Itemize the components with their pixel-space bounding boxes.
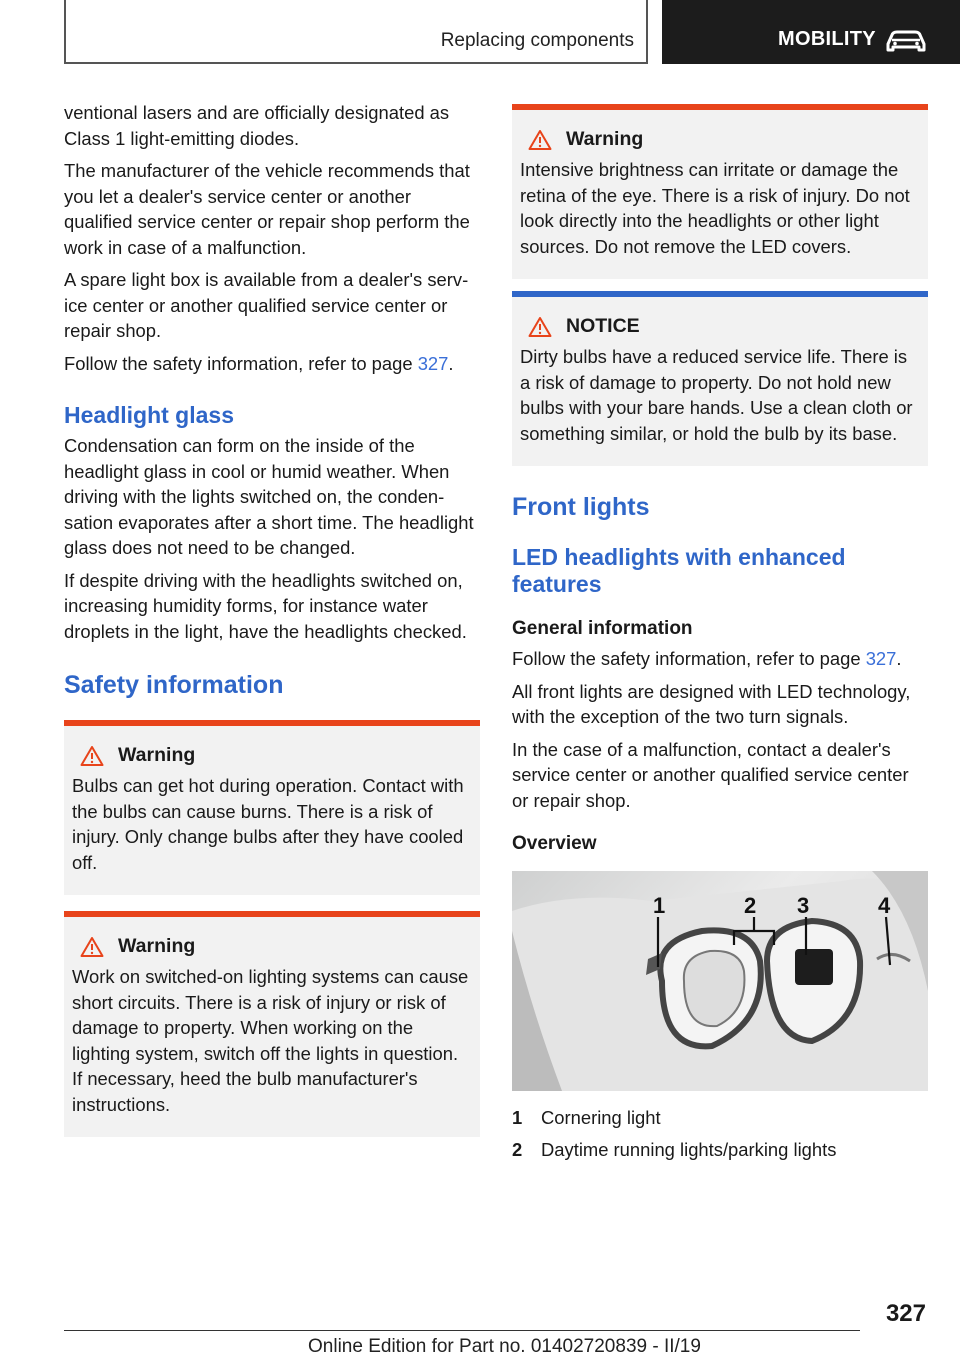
header-chapter-title: MOBILITY bbox=[778, 28, 876, 50]
image-callout-3: 3 bbox=[797, 893, 810, 918]
edition-note: Online Edition for Part no. 01402720839 - II/19 bbox=[308, 1336, 701, 1357]
paragraph bbox=[512, 646, 928, 672]
overview-heading: Overview bbox=[512, 833, 597, 854]
warning-box bbox=[64, 720, 480, 895]
page-number: 327 bbox=[885, 1300, 926, 1327]
warning-title: Warning bbox=[118, 935, 196, 957]
warning-title: Warning bbox=[118, 744, 196, 766]
warning-triangle-icon bbox=[80, 936, 104, 958]
paragraph: The manufacturer of the vehicle recommends that you let a dealer's service center or another qualified service center or repair shop perform the work in case of a malfunction. bbox=[64, 160, 470, 258]
right-column bbox=[512, 104, 928, 1169]
warning-text: Intensive brightness can irritate or damage the retina of the eye. There is a risk of injury. Do not look directly into the headlights or other light sources. Do not remove the LED covers. bbox=[520, 159, 910, 257]
paragraph: All front lights are designed with LED technology, with the exception of the two turn signals. bbox=[512, 680, 911, 727]
paragraph: Condensation can form on the inside of the headlight glass in cool or humid weather. When driving with the lights switched on, the condensation evaporates after a short time. The headlight glass does not need to be changed. bbox=[64, 435, 474, 558]
warning-text: Work on switched-on lighting systems can cause short circuits. There is a risk of injury or risk of damage to property. When working on the lighting system, switch off the lights in question. If necessary, heed the bulb manufacturer's instructions. bbox=[72, 966, 469, 1115]
warning-triangle-icon bbox=[80, 745, 104, 767]
header-section-tab bbox=[64, 0, 648, 64]
paragraph-end: . bbox=[896, 648, 902, 669]
page-reference-link[interactable]: 327 bbox=[865, 648, 897, 669]
paragraph bbox=[64, 351, 480, 377]
safety-information-heading: Safety information bbox=[64, 671, 284, 699]
headlight-overview-image bbox=[512, 871, 928, 1091]
header-chapter-tab bbox=[662, 0, 960, 64]
paragraph: A spare light box is available from a dealer's service center or another qualified service center or repair shop. bbox=[64, 269, 469, 341]
image-callout-2: 2 bbox=[744, 893, 757, 918]
headlight-illustration bbox=[512, 871, 928, 1091]
notice-title: NOTICE bbox=[566, 315, 640, 337]
paragraph-text: Follow the safety information, refer to page bbox=[64, 352, 418, 374]
warning-text: Bulbs can get hot during operation. Contact with the bulbs can cause burns. There is a risk of injury. Only change bulbs after they have cooled off. bbox=[72, 775, 464, 873]
legend-item bbox=[512, 1137, 928, 1162]
front-lights-heading: Front lights bbox=[512, 493, 650, 521]
notice-triangle-icon bbox=[528, 316, 552, 338]
paragraph-end: . bbox=[448, 352, 454, 374]
legend-item bbox=[512, 1105, 928, 1130]
notice-text: Dirty bulbs have a reduced service life. There is a risk of damage to property. Do not hold new bulbs with your bare hands. Use a clean cloth or something similar, or hold the bulb by its base. bbox=[520, 346, 913, 444]
paragraph: ventional lasers and are officially designated as Class 1 light-emitting diodes. bbox=[64, 102, 450, 149]
left-column bbox=[64, 100, 480, 1153]
paragraph: In the case of a malfunction, contact a dealer's service center or another qualified service center or repair shop. bbox=[512, 738, 909, 811]
warning-box bbox=[64, 911, 480, 1137]
footer-divider bbox=[64, 1330, 860, 1331]
image-callout-1: 1 bbox=[653, 893, 666, 918]
led-headlights-heading: LED headlights with enhanced features bbox=[512, 544, 846, 597]
notice-box bbox=[512, 291, 928, 466]
legend-number: 2 bbox=[512, 1139, 523, 1160]
car-icon bbox=[884, 28, 928, 54]
image-callout-4: 4 bbox=[878, 893, 891, 918]
page-reference-link[interactable]: 327 bbox=[417, 352, 449, 374]
general-information-heading: General information bbox=[512, 618, 693, 639]
paragraph: If despite driving with the headlights switched on, increasing humidity forms, for instance water droplets in the light, have the headlights checked. bbox=[64, 569, 467, 642]
legend-number: 1 bbox=[512, 1107, 523, 1128]
headlight-glass-heading: Headlight glass bbox=[64, 402, 234, 428]
paragraph-text: Follow the safety information, refer to page bbox=[512, 648, 866, 669]
legend-label: Daytime running lights/parking lights bbox=[541, 1139, 837, 1160]
warning-triangle-icon bbox=[528, 129, 552, 151]
header-section-title: Replacing components bbox=[440, 30, 634, 51]
warning-box bbox=[512, 104, 928, 279]
legend-label: Cornering light bbox=[541, 1107, 661, 1128]
warning-title: Warning bbox=[566, 128, 644, 150]
